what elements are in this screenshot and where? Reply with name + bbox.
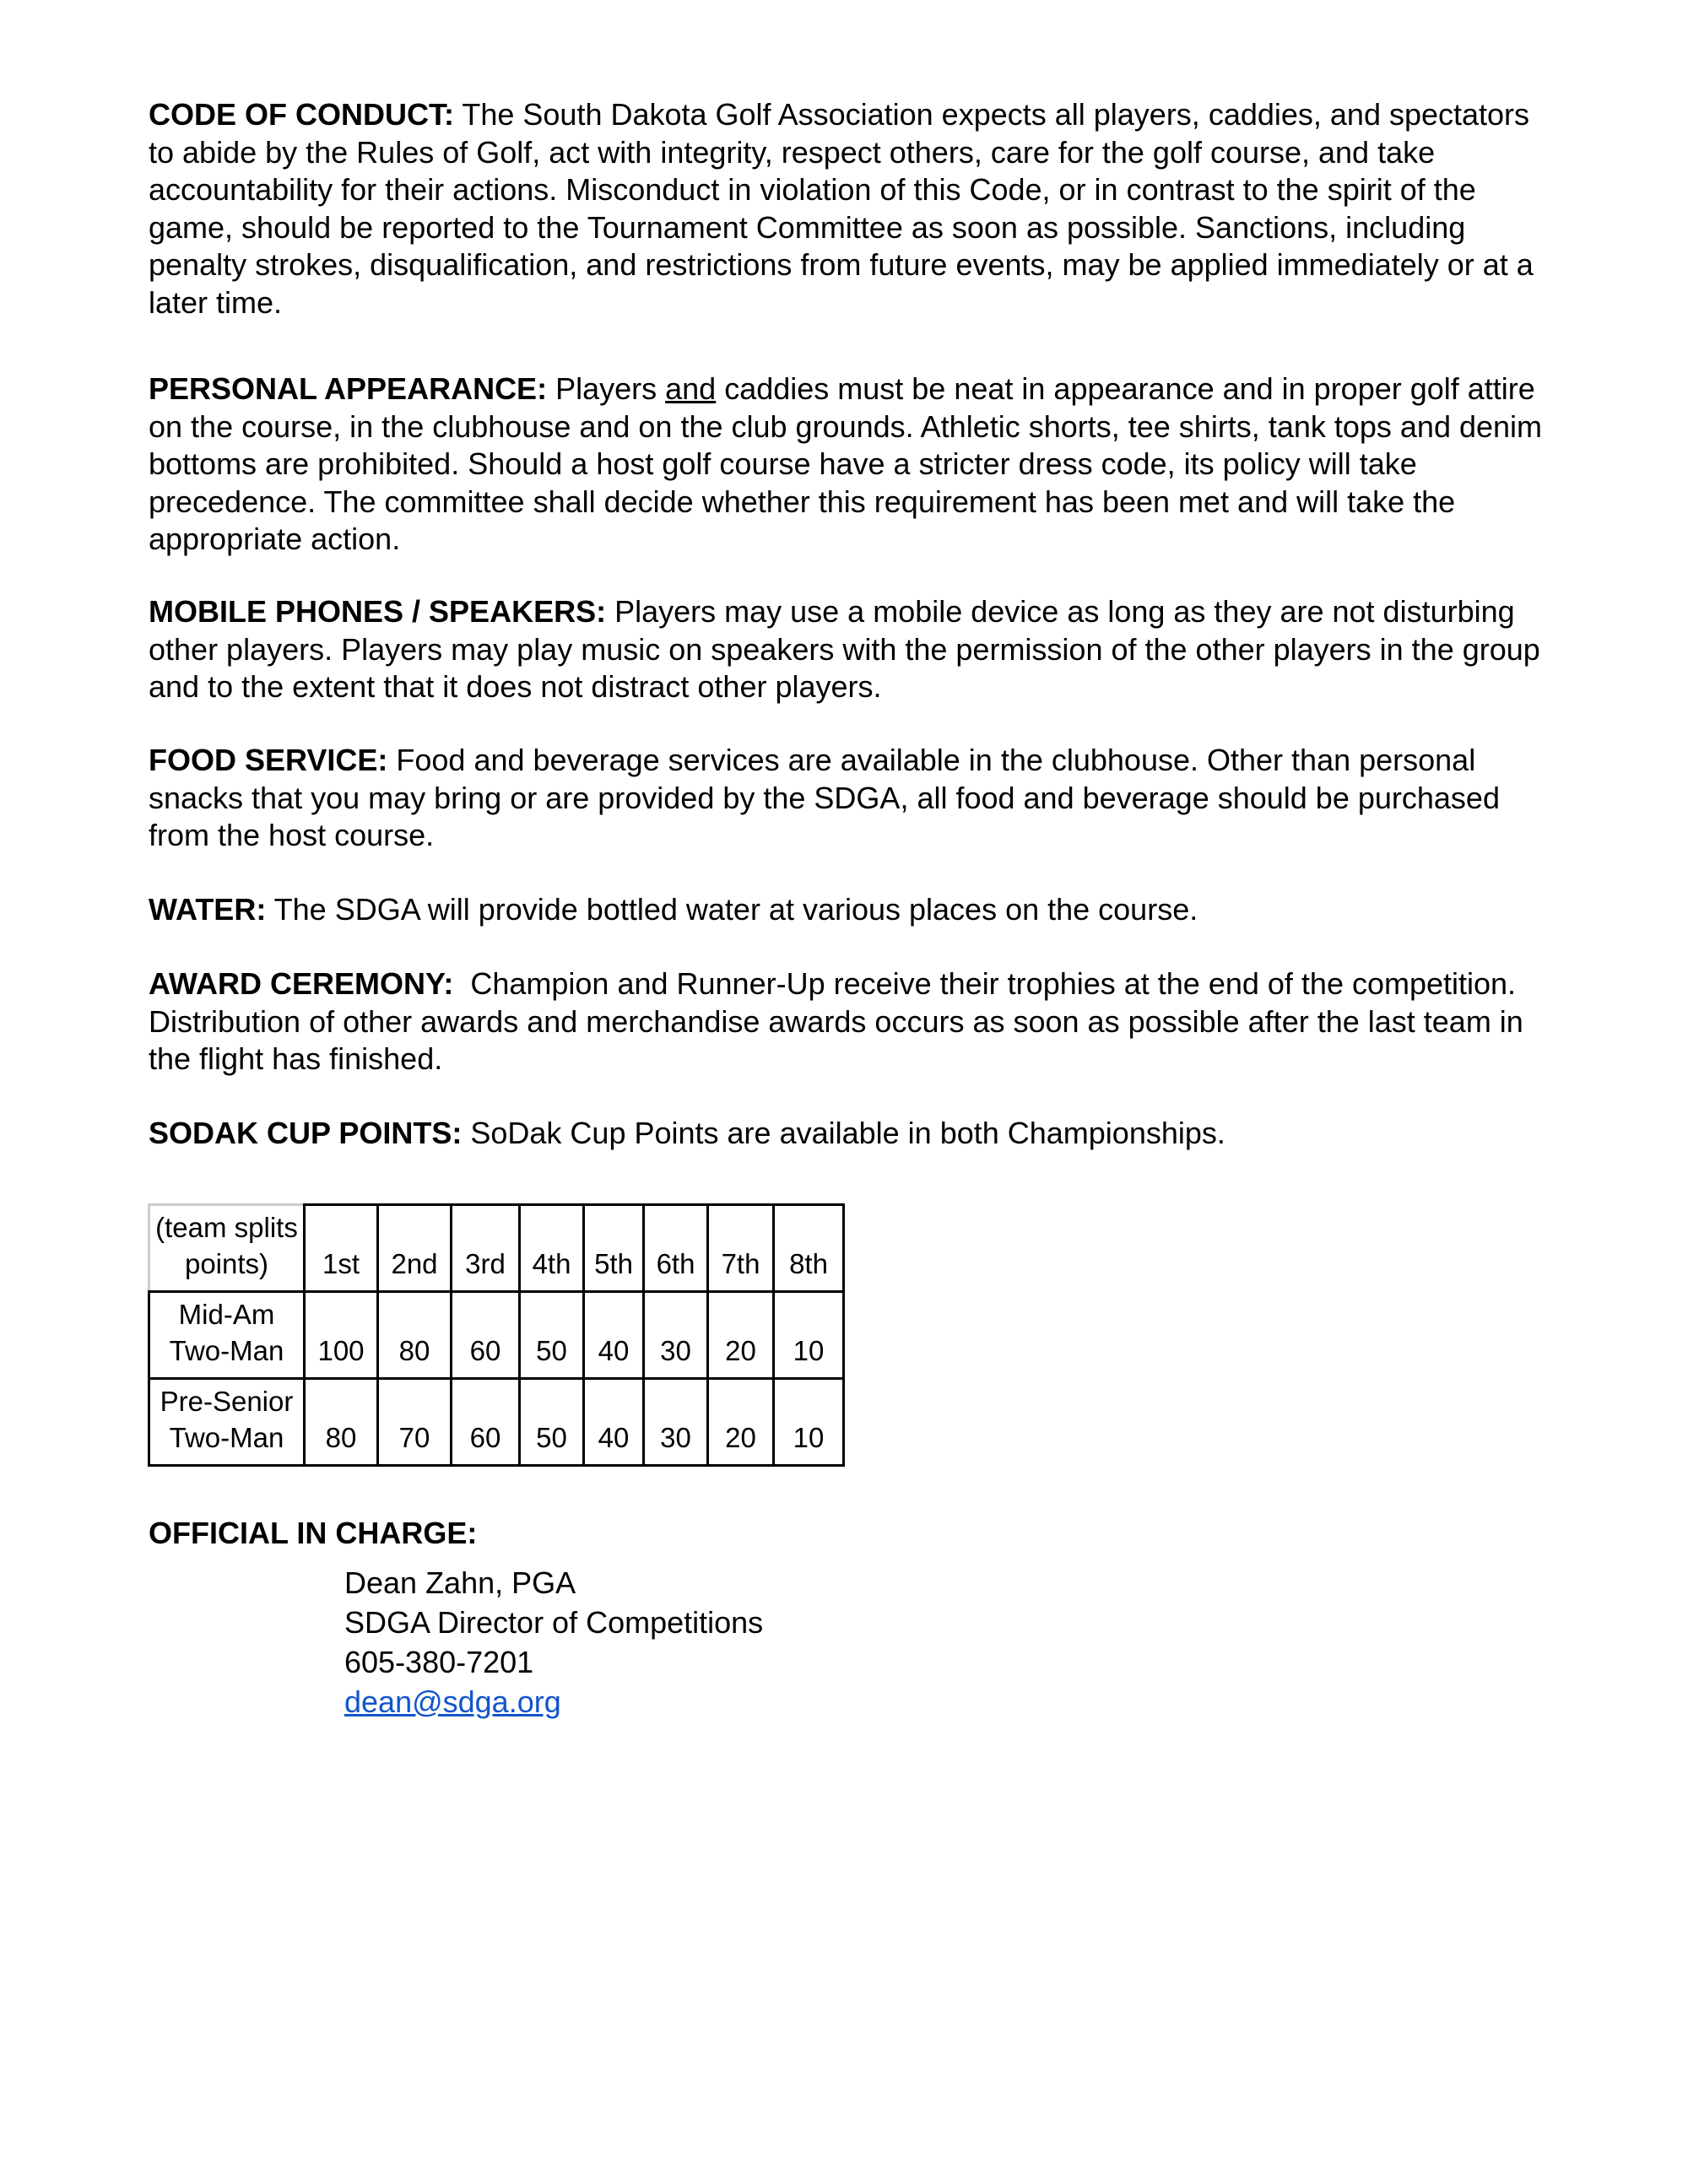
value-cell: 60 bbox=[452, 1292, 520, 1379]
value-cell: 100 bbox=[305, 1292, 378, 1379]
header-cell: 1st bbox=[305, 1205, 378, 1292]
value-cell: 40 bbox=[584, 1379, 644, 1466]
table-row bbox=[149, 1292, 844, 1379]
mobile-phones-paragraph bbox=[149, 593, 1550, 706]
section-text: The SDGA will provide bottled water at various places on the course. bbox=[266, 892, 1198, 927]
section-text: The South Dakota Golf Association expects all players, caddies, and spectators to abide by the Rules of Golf, act with integrity, respect others, care for the golf course, and take accountability for their actions. Misconduct in violation of this Code, or in contrast to the spirit of the game, should be reported to the Tournament Committee as soon as possible. Sanctions, including penalty strokes, disqualification, and restrictions from future events, may be applied immediately or at a later time. bbox=[149, 97, 1534, 320]
official-heading: OFFICIAL IN CHARGE: bbox=[149, 1516, 478, 1550]
section-text: caddies must be neat in appearance and in proper golf attire on the course, in the clubhouse and on the club grounds. Athletic shorts, tee shirts, tank tops and denim bottoms are prohibited. Should a host golf course have a stricter dress code, its policy will take precedence. The committee shall decide whether this requirement has been met and will take the appropriate action. bbox=[149, 371, 1543, 556]
table-row bbox=[149, 1379, 844, 1466]
value-cell: 50 bbox=[520, 1292, 584, 1379]
section-heading: WATER: bbox=[149, 892, 267, 927]
food-service-paragraph bbox=[149, 742, 1550, 855]
section-text: Food and beverage services are available in the clubhouse. Other than personal snacks that you may bring or are provided by the SDGA, all food and beverage should be purchased from the host course. bbox=[149, 743, 1500, 852]
row-label-cell: Pre-Senior Two-Man bbox=[149, 1379, 305, 1466]
value-cell: 30 bbox=[644, 1379, 708, 1466]
personal-appearance-paragraph bbox=[149, 370, 1550, 559]
value-cell: 50 bbox=[520, 1379, 584, 1466]
value-cell: 60 bbox=[452, 1379, 520, 1466]
official-title: SDGA Director of Competitions bbox=[344, 1605, 764, 1640]
header-cell: 4th bbox=[520, 1205, 584, 1292]
section-text: Champion and Runner-Up receive their trophies at the end of the competition. Distribution of other awards and merchandise awards occurs as soon as possible after the last team in the flight has finished. bbox=[149, 966, 1532, 1076]
section-heading: PERSONAL APPEARANCE: bbox=[149, 371, 548, 406]
section-heading: FOOD SERVICE: bbox=[149, 743, 388, 777]
section-text: SoDak Cup Points are available in both Championships. bbox=[462, 1116, 1225, 1150]
section-text: Players may use a mobile device as long as they are not disturbing other players. Players may play music on speakers with the permission of the other players in the group and to the extent that it does not distract other players. bbox=[149, 594, 1540, 704]
value-cell: 70 bbox=[378, 1379, 452, 1466]
section-heading: MOBILE PHONES / SPEAKERS: bbox=[149, 594, 607, 629]
header-cell: 3rd bbox=[452, 1205, 520, 1292]
underlined-word: and bbox=[665, 371, 717, 406]
header-cell: 2nd bbox=[378, 1205, 452, 1292]
award-ceremony-paragraph bbox=[149, 965, 1550, 1078]
value-cell: 10 bbox=[774, 1292, 844, 1379]
official-email-link[interactable]: dean@sdga.org bbox=[344, 1684, 561, 1719]
section-heading: CODE OF CONDUCT: bbox=[149, 97, 454, 132]
section-heading: AWARD CEREMONY: bbox=[149, 966, 454, 1001]
code-of-conduct-paragraph bbox=[149, 96, 1550, 322]
value-cell: 40 bbox=[584, 1292, 644, 1379]
official-name: Dean Zahn, PGA bbox=[344, 1565, 576, 1600]
value-cell: 20 bbox=[708, 1379, 774, 1466]
header-cell: 7th bbox=[708, 1205, 774, 1292]
corner-cell: (team splits points) bbox=[149, 1205, 305, 1292]
section-text: Players bbox=[547, 371, 666, 406]
section-heading: SODAK CUP POINTS: bbox=[149, 1116, 463, 1150]
value-cell: 10 bbox=[774, 1379, 844, 1466]
value-cell: 30 bbox=[644, 1292, 708, 1379]
sodak-cup-points-table bbox=[148, 1203, 845, 1467]
official-heading-paragraph bbox=[149, 1515, 1550, 1553]
row-label-cell: Mid-Am Two-Man bbox=[149, 1292, 305, 1379]
official-phone: 605-380-7201 bbox=[344, 1645, 534, 1679]
header-cell: 8th bbox=[774, 1205, 844, 1292]
value-cell: 20 bbox=[708, 1292, 774, 1379]
value-cell: 80 bbox=[305, 1379, 378, 1466]
table-header-row bbox=[149, 1205, 844, 1292]
header-cell: 6th bbox=[644, 1205, 708, 1292]
header-cell: 5th bbox=[584, 1205, 644, 1292]
official-contact-block bbox=[344, 1563, 763, 1722]
sodak-cup-paragraph bbox=[149, 1115, 1550, 1153]
value-cell: 80 bbox=[378, 1292, 452, 1379]
water-paragraph bbox=[149, 891, 1550, 929]
